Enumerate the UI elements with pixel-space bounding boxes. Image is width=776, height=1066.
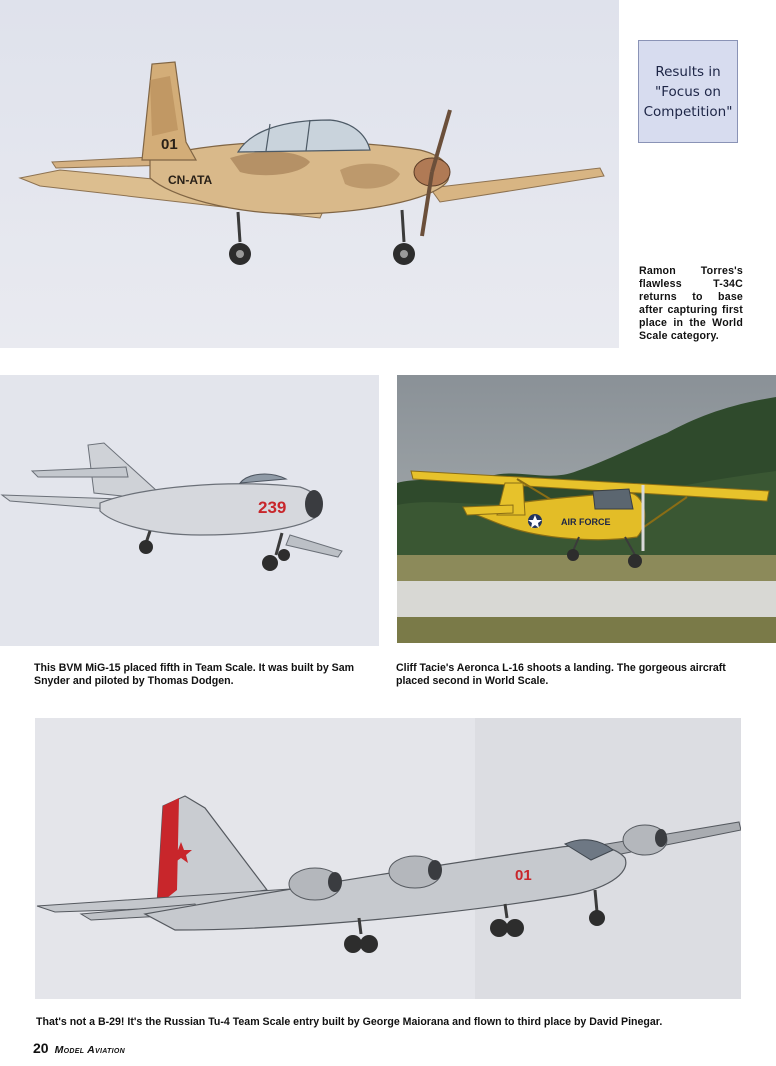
- photo-tu4: [35, 718, 741, 999]
- mig-side-number: 239: [258, 498, 287, 517]
- t34-registration: CN-ATA: [168, 173, 213, 187]
- callout-line: "Focus on: [655, 83, 721, 100]
- page-number: 20: [33, 1040, 49, 1056]
- callout-line: Competition": [643, 103, 733, 120]
- caption-aeronca-l16: Cliff Tacie's Aeronca L-16 shoots a landing. The gorgeous aircraft placed second in World Scale.: [396, 662, 726, 687]
- caption-mig15: This BVM MiG-15 placed fifth in Team Scale. It was built by Sam Snyder and piloted by Thomas Dodgen.: [34, 662, 355, 687]
- photo-t34c: [0, 0, 619, 348]
- caption-t34c: Ramon Torres's flawless T-34C returns to base after capturing first place in the World Scale category.: [639, 265, 743, 342]
- magazine-name: Model Aviation: [54, 1044, 125, 1056]
- photo-mig15: [0, 375, 379, 646]
- tu4-side-number: 01: [515, 867, 532, 884]
- page-footer: [33, 1040, 125, 1058]
- t34-tail-number: 01: [161, 136, 178, 153]
- section-callout-box: [638, 40, 738, 143]
- l16-side-lettering: AIR FORCE: [561, 517, 611, 527]
- caption-tu4: That's not a B-29! It's the Russian Tu-4 Team Scale entry built by George Maiorana and flown to third place by David Pinegar.: [36, 1016, 663, 1028]
- photo-aeronca-l16: [397, 375, 776, 643]
- callout-line: Results in: [655, 63, 721, 80]
